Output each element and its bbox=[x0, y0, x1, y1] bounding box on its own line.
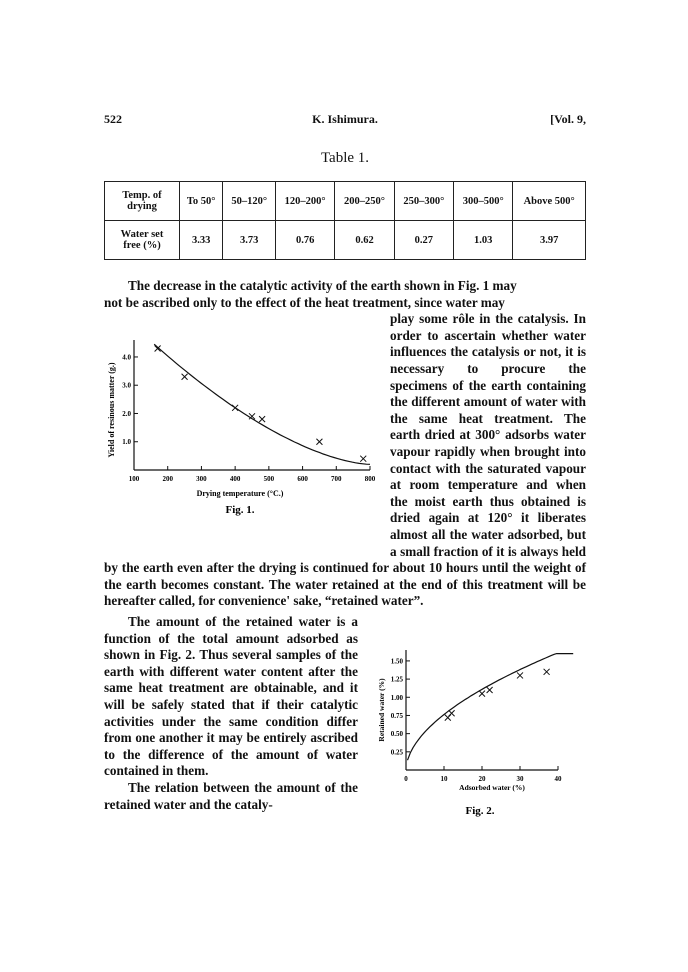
x-tick-label: 700 bbox=[331, 475, 342, 483]
paragraph-wrap-text: play some rôle in the catalysis. In order to ascertain whether water influences the catalysis or not, it is necessary to procure the specimens of the earth containing the different amount of water with the same heat treatment. The earth dried at 300° adsorbs water vapour rapidly when brought into contact with the saturated vapour at room temperature bbox=[390, 311, 586, 493]
data-point bbox=[487, 687, 493, 693]
y-tick-label: 3.0 bbox=[122, 381, 131, 390]
y-tick-label: 0.50 bbox=[390, 730, 403, 739]
paragraph-rest-text: and when the moist earth thus obtained is dried again at 120° it liberates almost all the water adsorbed, but a small fraction of it is always held by the earth even after the drying is continued for about 10 hours until the weight of the earth becomes constant. The water retained at the end of this treatment will be hereafter called, for convenience' sake, “retained water”. bbox=[104, 477, 587, 609]
data-point bbox=[449, 710, 455, 716]
data-point bbox=[182, 374, 188, 380]
row-header-temperature bbox=[105, 182, 180, 221]
y-tick-label: 1.0 bbox=[122, 438, 131, 447]
x-tick-label: 30 bbox=[516, 775, 524, 783]
figure-2-ylabel: Retained water (%) bbox=[377, 678, 386, 742]
paragraph-2-text: The amount of the retained water is a function of the total amount adsorbed as shown in Fig. 2. Thus several samples of the earth with different water content after the same heat treatment are obtainable, and it will be safely stated that if their catalytic activities under the same condition differ from one another it may be entirely ascribed to the difference of the amount of water contained in them. bbox=[104, 614, 358, 779]
x-tick-label: 300 bbox=[196, 475, 207, 483]
data-point bbox=[544, 669, 550, 675]
figure-1-axes bbox=[122, 340, 376, 483]
data-table bbox=[104, 181, 586, 260]
table-cell: 1.03 bbox=[454, 221, 513, 260]
x-tick-label: 10 bbox=[440, 775, 448, 783]
y-tick-label: 2.0 bbox=[122, 409, 131, 418]
x-tick-label: 400 bbox=[229, 475, 241, 483]
page-number: 522 bbox=[104, 112, 122, 126]
row-header-water bbox=[105, 221, 180, 260]
x-tick-label: 500 bbox=[263, 475, 275, 483]
data-point bbox=[259, 416, 265, 422]
table-title: Table 1. bbox=[320, 150, 370, 166]
table-cell: 0.76 bbox=[275, 221, 334, 260]
table-cell: 250–300° bbox=[394, 182, 453, 221]
x-tick-label: 0 bbox=[404, 775, 408, 783]
figure-2-axes bbox=[391, 650, 562, 783]
figure-2-chart bbox=[372, 630, 588, 820]
row-header-line: Temp. of bbox=[122, 190, 162, 201]
figure-1-ylabel: Yield of resinous matter (g.) bbox=[107, 362, 116, 458]
table-cell: 0.62 bbox=[335, 221, 394, 260]
figure-1-chart bbox=[100, 332, 380, 517]
data-point bbox=[479, 691, 485, 697]
y-tick-label: 1.50 bbox=[390, 657, 403, 666]
paragraph-3-text: The relation between the amount of the retained water and the cataly- bbox=[104, 779, 358, 812]
figure-2-xlabel: Adsorbed water (%) bbox=[459, 783, 525, 792]
running-author: K. Ishimura. bbox=[312, 112, 378, 126]
trend-curve bbox=[154, 344, 370, 464]
table-cell: 200–250° bbox=[335, 182, 394, 221]
data-point bbox=[517, 672, 523, 678]
row-header-line: Water set bbox=[120, 229, 164, 240]
data-point bbox=[232, 405, 238, 411]
figure-1-marks bbox=[154, 344, 370, 464]
table-row-temperature bbox=[105, 182, 586, 221]
x-tick-label: 600 bbox=[297, 475, 308, 483]
y-tick-label: 1.00 bbox=[390, 693, 403, 702]
figure-1-xlabel: Drying temperature (°C.) bbox=[196, 489, 284, 498]
figure-2 bbox=[372, 630, 588, 820]
y-tick-label: 4.0 bbox=[122, 353, 131, 362]
x-tick-label: 100 bbox=[128, 475, 140, 483]
volume-label: [Vol. 9, bbox=[550, 112, 586, 126]
y-tick-label: 0.75 bbox=[390, 711, 403, 720]
figure-1 bbox=[100, 332, 380, 517]
x-tick-label: 200 bbox=[162, 475, 173, 483]
table-cell: Above 500° bbox=[513, 182, 586, 221]
x-tick-label: 20 bbox=[478, 775, 486, 783]
running-header bbox=[104, 112, 586, 130]
figure-2-caption: Fig. 2. bbox=[465, 805, 495, 817]
data-point bbox=[316, 439, 322, 445]
x-tick-label: 40 bbox=[554, 775, 562, 783]
row-header-line: free (%) bbox=[123, 240, 161, 251]
figure-2-marks bbox=[408, 654, 574, 761]
x-tick-label: 800 bbox=[364, 475, 376, 483]
table-row-water bbox=[105, 221, 586, 260]
table-cell: 0.27 bbox=[394, 221, 453, 260]
y-tick-label: 1.25 bbox=[390, 675, 403, 684]
paragraph-line: not be ascribed only to the effect of the heat treatment, since water may bbox=[104, 294, 505, 310]
table-cell: 120–200° bbox=[275, 182, 334, 221]
table-cell: To 50° bbox=[180, 182, 223, 221]
figure-1-caption: Fig. 1. bbox=[225, 504, 255, 516]
table-cell: 3.33 bbox=[180, 221, 223, 260]
table-cell: 300–500° bbox=[454, 182, 513, 221]
table-cell: 3.73 bbox=[223, 221, 276, 260]
y-tick-label: 0.25 bbox=[390, 748, 403, 757]
paragraph-line: The decrease in the catalytic activity of the earth shown in Fig. 1 may bbox=[128, 278, 517, 293]
table-cell: 3.97 bbox=[513, 221, 586, 260]
data-point bbox=[360, 456, 366, 462]
table-cell: 50–120° bbox=[223, 182, 276, 221]
row-header-line: drying bbox=[127, 201, 157, 212]
